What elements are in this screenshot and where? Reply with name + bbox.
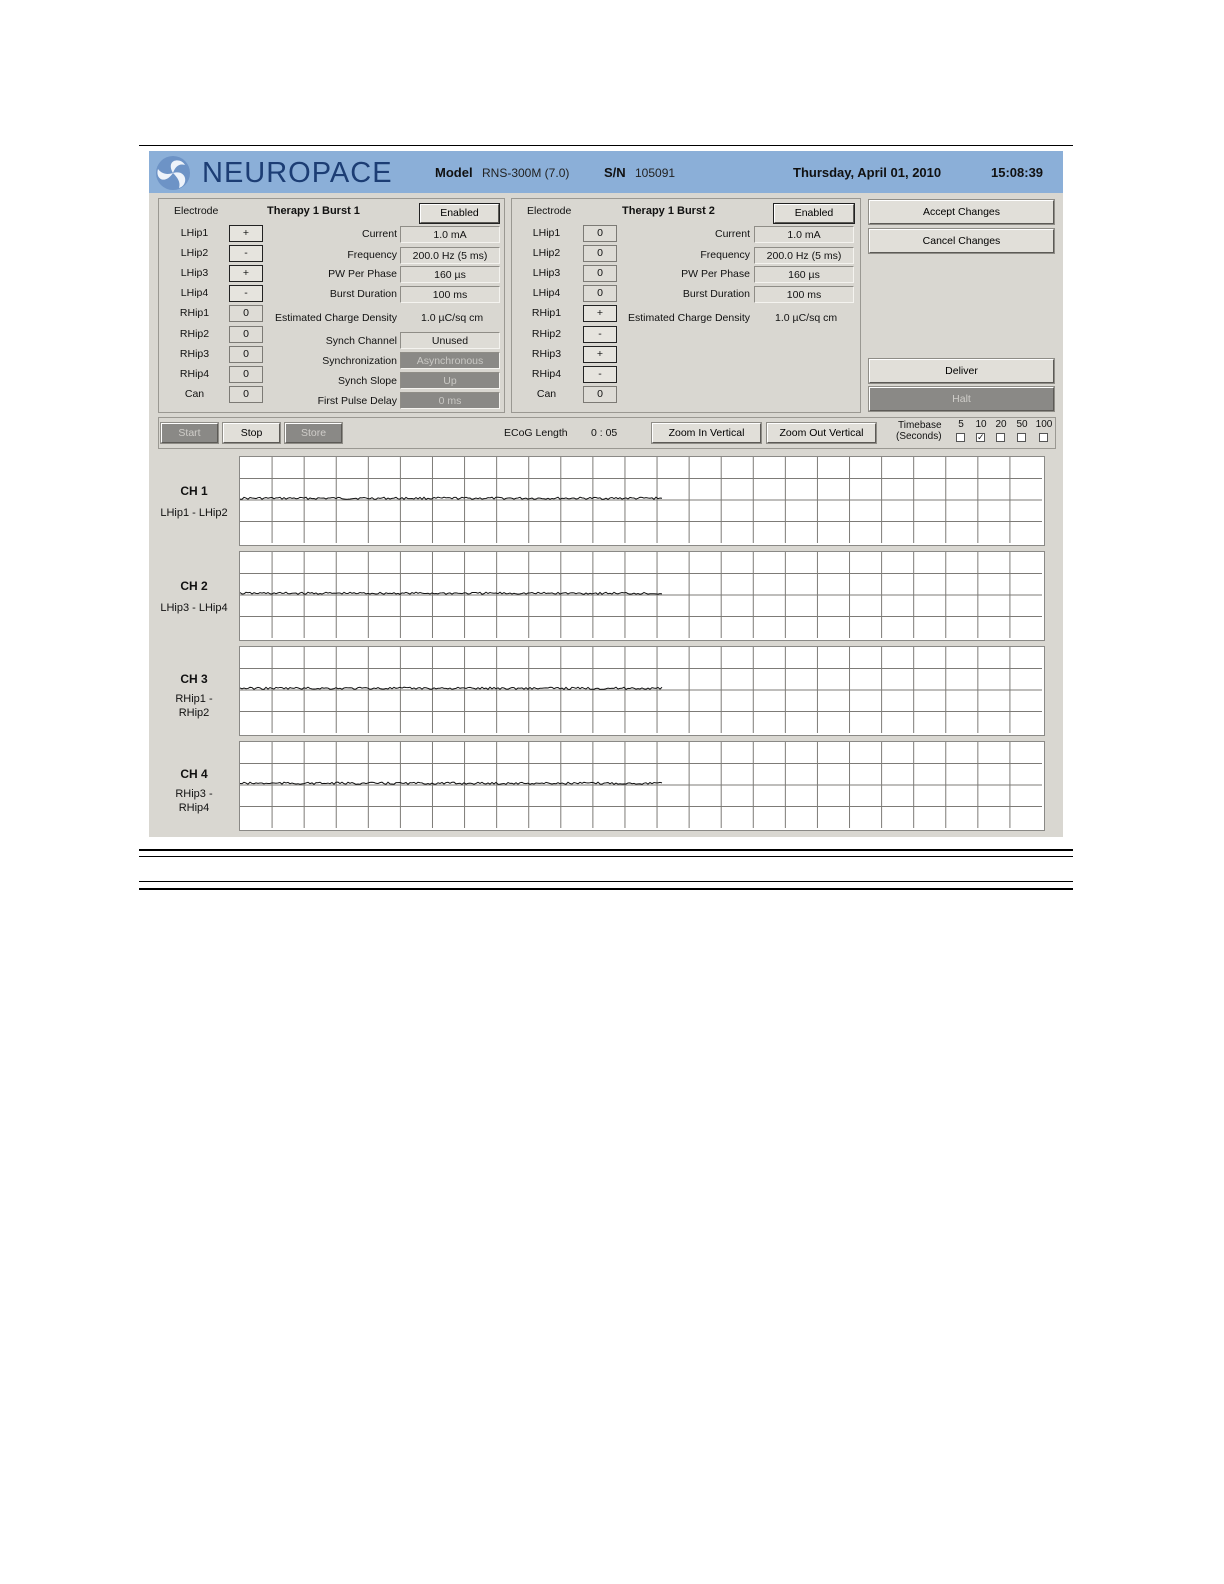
burst1-electrode-polarity[interactable]: -	[229, 245, 263, 262]
burst1-enabled-button[interactable]: Enabled	[420, 204, 499, 223]
burst1-electrode-label: RHip3	[179, 348, 210, 360]
deliver-button[interactable]: Deliver	[869, 359, 1054, 383]
store-button[interactable]: Store	[285, 423, 342, 443]
timebase-checkbox[interactable]	[956, 433, 965, 442]
synch-slope-label: Synch Slope	[338, 375, 397, 387]
channel-montage: RHip3 -	[175, 788, 213, 800]
accept-changes-button[interactable]: Accept Changes	[869, 200, 1054, 224]
burst2-electrode-label: RHip3	[531, 348, 562, 360]
channel-title: CH 3	[180, 672, 208, 686]
timebase-option-label: 10	[975, 419, 987, 430]
burst2-panel	[511, 198, 861, 413]
bottom-rule-3	[139, 881, 1073, 882]
burst2-charge-density-value: 1.0 µC/sq cm	[775, 312, 838, 324]
burst2-burst-duration-label: Burst Duration	[682, 288, 750, 300]
burst1-frequency-field[interactable]: 200.0 Hz (5 ms)	[400, 247, 500, 264]
burst1-charge-density-label: Estimated Charge Density	[275, 312, 397, 324]
neuropace-window	[149, 151, 1063, 837]
burst1-electrode-label: LHip3	[180, 267, 209, 279]
burst2-burst-duration-field[interactable]: 100 ms	[754, 286, 854, 303]
synchronization-field[interactable]: Asynchronous	[400, 352, 500, 369]
burst2-electrode-polarity[interactable]: -	[583, 366, 617, 383]
timebase-option-label: 20	[995, 419, 1007, 430]
ecog-channel-plot[interactable]	[239, 646, 1045, 736]
burst2-electrode-polarity[interactable]: +	[583, 346, 617, 363]
ecog-grid	[240, 457, 1042, 543]
burst1-burst-duration-field[interactable]: 100 ms	[400, 286, 500, 303]
burst2-electrode-label: RHip2	[531, 328, 562, 340]
burst1-electrode-label: RHip2	[179, 328, 210, 340]
burst1-current-label: Current	[361, 228, 397, 240]
burst2-electrode-polarity[interactable]: 0	[583, 386, 617, 403]
burst2-electrode-header: Electrode	[527, 205, 572, 217]
burst2-electrode-label: RHip4	[531, 368, 562, 380]
burst2-current-field[interactable]: 1.0 mA	[754, 226, 854, 243]
burst2-enabled-button[interactable]: Enabled	[774, 204, 854, 223]
burst1-electrode-label: LHip2	[180, 247, 209, 259]
burst2-electrode-label: RHip1	[531, 307, 562, 319]
burst1-electrode-polarity[interactable]: +	[229, 265, 263, 282]
halt-button[interactable]: Halt	[869, 387, 1054, 411]
burst2-electrode-label: LHip4	[532, 287, 561, 299]
burst1-electrode-polarity[interactable]: +	[229, 225, 263, 242]
burst2-electrode-polarity[interactable]: 0	[583, 225, 617, 242]
start-button[interactable]: Start	[161, 423, 218, 443]
burst2-title: Therapy 1 Burst 2	[622, 205, 715, 217]
timebase-unit-label: (Seconds)	[896, 431, 942, 442]
synch-channel-label: Synch Channel	[325, 335, 397, 347]
burst1-title: Therapy 1 Burst 1	[267, 205, 360, 217]
zoom-out-vertical-button[interactable]: Zoom Out Vertical	[767, 423, 876, 443]
timebase-label: Timebase	[898, 420, 942, 431]
burst1-electrode-label: LHip1	[180, 227, 209, 239]
ecog-grid	[240, 742, 1042, 828]
burst1-electrode-polarity[interactable]: 0	[229, 305, 263, 322]
burst1-electrode-polarity[interactable]: 0	[229, 326, 263, 343]
timebase-checkbox[interactable]	[1017, 433, 1026, 442]
time-display: 15:08:39	[991, 165, 1044, 180]
burst2-electrode-label: LHip3	[532, 267, 561, 279]
synch-slope-field[interactable]: Up	[400, 372, 500, 389]
burst1-electrode-label: RHip4	[179, 368, 210, 380]
burst2-pw-label: PW Per Phase	[681, 268, 750, 280]
first-pulse-delay-label: First Pulse Delay	[317, 395, 397, 407]
ecog-length-value: 0 : 05	[591, 427, 618, 439]
burst2-current-label: Current	[714, 228, 750, 240]
neuropace-logo-icon	[155, 155, 191, 191]
ecog-grid	[240, 552, 1042, 638]
ecog-trace	[240, 497, 662, 499]
timebase-option-label: 100	[1035, 419, 1053, 430]
channel-montage-line2: RHip2	[178, 707, 210, 719]
date-display: Thursday, April 01, 2010	[793, 165, 942, 180]
timebase-option-label: 50	[1016, 419, 1028, 430]
burst2-frequency-label: Frequency	[700, 249, 750, 261]
title-bar	[149, 151, 1063, 193]
channel-title: CH 4	[180, 767, 208, 781]
channel-montage: RHip1 -	[175, 693, 213, 705]
ecog-trace	[240, 782, 662, 784]
synchronization-label: Synchronization	[322, 355, 397, 367]
channel-montage: LHip1 - LHip2	[160, 507, 228, 519]
burst2-electrode-polarity[interactable]: 0	[583, 265, 617, 282]
burst2-electrode-polarity[interactable]: 0	[583, 245, 617, 262]
ecog-trace	[240, 687, 662, 689]
channel-title: CH 1	[180, 484, 208, 498]
burst2-electrode-label: LHip2	[532, 247, 561, 259]
burst1-electrode-label: RHip1	[179, 307, 210, 319]
burst2-charge-density-label: Estimated Charge Density	[628, 312, 750, 324]
burst2-pw-field[interactable]: 160 µs	[754, 266, 854, 283]
burst1-frequency-label: Frequency	[347, 249, 397, 261]
model-label: Model	[435, 165, 473, 180]
zoom-in-vertical-button[interactable]: Zoom In Vertical	[652, 423, 761, 443]
stop-button[interactable]: Stop	[223, 423, 280, 443]
burst1-charge-density-value: 1.0 µC/sq cm	[421, 312, 484, 324]
burst1-pw-label: PW Per Phase	[328, 268, 397, 280]
bottom-rule-1	[139, 849, 1073, 851]
ecog-length-label: ECoG Length	[504, 427, 568, 439]
burst1-electrode-label: LHip4	[180, 287, 209, 299]
timebase-option-label: 5	[958, 419, 964, 430]
burst1-electrode-polarity[interactable]: 0	[229, 346, 263, 363]
burst2-electrode-polarity[interactable]: +	[583, 305, 617, 322]
burst2-electrode-label: Can	[536, 388, 557, 400]
timebase-checkbox[interactable]	[1039, 433, 1048, 442]
synch-channel-field[interactable]: Unused	[400, 332, 500, 349]
burst2-electrode-polarity[interactable]: -	[583, 326, 617, 343]
burst1-electrode-polarity[interactable]: 0	[229, 366, 263, 383]
burst1-pw-field[interactable]: 160 µs	[400, 266, 500, 283]
top-rule	[139, 145, 1073, 146]
burst1-electrode-polarity[interactable]: -	[229, 285, 263, 302]
brand-name: NEUROPACE	[202, 157, 393, 189]
ecog-channel-plot[interactable]	[239, 456, 1045, 546]
ecog-channel-plot[interactable]	[239, 551, 1045, 641]
serial-label: S/N	[604, 165, 626, 180]
channel-montage: LHip3 - LHip4	[160, 602, 228, 614]
model-value: RNS-300M (7.0)	[482, 166, 570, 180]
timebase-checkbox[interactable]	[996, 433, 1005, 442]
channel-title: CH 2	[180, 579, 208, 593]
ecog-grid	[240, 647, 1042, 733]
burst1-electrode-header: Electrode	[174, 205, 219, 217]
bottom-rule-4	[139, 888, 1073, 890]
burst2-electrode-label: LHip1	[532, 227, 561, 239]
burst2-electrode-polarity[interactable]: 0	[583, 285, 617, 302]
bottom-rule-2	[139, 856, 1073, 857]
first-pulse-delay-field[interactable]: 0 ms	[400, 392, 500, 409]
timebase-checkbox[interactable]: ✓	[977, 432, 985, 442]
burst1-electrode-polarity[interactable]: 0	[229, 386, 263, 403]
cancel-changes-button[interactable]: Cancel Changes	[869, 229, 1054, 253]
burst1-panel	[158, 198, 505, 413]
ecog-channel-plot[interactable]	[239, 741, 1045, 831]
channel-montage-line2: RHip4	[178, 802, 210, 814]
serial-value: 105091	[635, 166, 676, 180]
ecog-trace	[240, 592, 662, 594]
burst2-frequency-field[interactable]: 200.0 Hz (5 ms)	[754, 247, 854, 264]
burst1-current-field[interactable]: 1.0 mA	[400, 226, 500, 243]
burst1-electrode-label: Can	[184, 388, 205, 400]
burst1-burst-duration-label: Burst Duration	[329, 288, 397, 300]
